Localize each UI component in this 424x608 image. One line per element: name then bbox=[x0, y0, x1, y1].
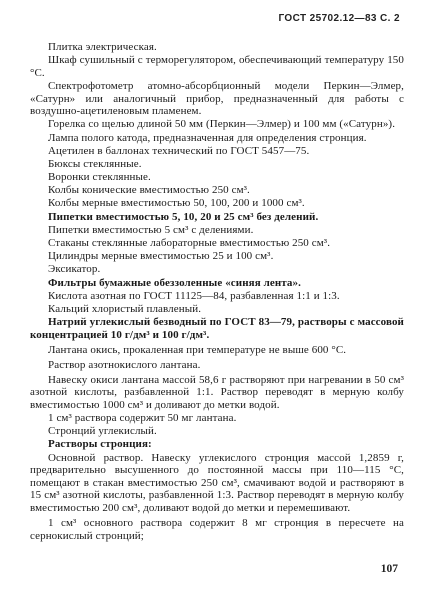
paragraph-7: Бюксы стеклянные. bbox=[48, 157, 142, 170]
paragraph-14: Цилиндры мерные вместимостью 25 и 100 см³. bbox=[48, 250, 274, 263]
paragraph-3: Спектрофотометр атомно-абсорбционный модели Перкин—Элмер, «Сатурн» или аналогичный прибор, предназначенный для работы с воздушно-ацетиленовым пламенем. bbox=[30, 79, 404, 118]
paragraph-6: Ацетилен в баллонах технический по ГОСТ 5457—75. bbox=[48, 144, 310, 157]
paragraph-20: Лантана окись, прокаленная при температуре не выше 600 °С. bbox=[48, 343, 347, 356]
paragraph-13: Стаканы стеклянные лабораторные вместимостью 250 см³. bbox=[48, 237, 331, 250]
paragraph-1: Плитка электрическая. bbox=[48, 41, 157, 53]
page-number: 107 bbox=[380, 563, 398, 575]
paragraph-26: Основной раствор. Навеску углекислого стронция массой 1,2859 г, предварительно высушенного до постоянной массы при 110—115 °С, помещают в стакан вместимостью 250 см³, смачивают водой и растворяют в 15 см³ азотной кислоты, разбавленной 1:3. Раствор переводят в мерную колбу вместимостью 200 см³, доливают водой до метки и перемешивают. bbox=[30, 451, 404, 515]
paragraph-12: Пипетки вместимостью 5 см³ с делениями. bbox=[48, 223, 254, 236]
paragraph-2: Шкаф сушильный с терморегулятором, обеспечивающий температуру 150 °С. bbox=[30, 54, 404, 79]
paragraph-25: Растворы стронция: bbox=[48, 438, 152, 451]
paragraph-9: Колбы конические вместимостью 250 см³. bbox=[48, 184, 250, 197]
paragraph-8: Воронки стеклянные. bbox=[48, 171, 151, 184]
paragraph-4: Горелка со щелью длиной 50 мм (Перкин—Элмер) и 100 мм («Сатурн»). bbox=[48, 118, 396, 131]
paragraph-19: Натрий углекислый безводный по ГОСТ 83—79, растворы с массовой концентрацией 10 г/дм³ и 100 г/дм³. bbox=[30, 316, 404, 341]
paragraph-24: Стронций углекислый. bbox=[48, 425, 157, 438]
paragraph-16: Фильтры бумажные обеззоленные «синяя лента». bbox=[48, 276, 301, 289]
page-header: ГОСТ 25702.12—83 С. 2 bbox=[278, 13, 400, 24]
paragraph-17: Кислота азотная по ГОСТ 11125—84, разбавленная 1:1 и 1:3. bbox=[48, 289, 340, 302]
paragraph-11: Пипетки вместимостью 5, 10, 20 и 25 см³ без делений. bbox=[48, 210, 319, 223]
paragraph-15: Эксикатор. bbox=[48, 263, 101, 276]
paragraph-5: Лампа полого катода, предназначенная для определения стронция. bbox=[48, 131, 367, 144]
paragraph-23: 1 см³ раствора содержит 50 мг лантана. bbox=[48, 412, 237, 425]
paragraph-21: Раствор азотнокислого лантана. bbox=[48, 358, 201, 371]
paragraph-10: Колбы мерные вместимостью 50, 100, 200 и 1000 см³. bbox=[48, 197, 305, 210]
document-body bbox=[30, 41, 404, 543]
paragraph-27: 1 см³ основного раствора содержит 8 мг стронция в пересчете на сернокислый стронций; bbox=[30, 517, 404, 542]
paragraph-22: Навеску окиси лантана массой 58,6 г растворяют при нагревании в 50 см³ азотной кислоты, разбавленной 1:1. Раствор переводят в мерную колбу вместимостью 1000 см³ и доливают до метки водой. bbox=[30, 373, 404, 411]
paragraph-18: Кальций хлористый плавленый. bbox=[48, 302, 202, 315]
